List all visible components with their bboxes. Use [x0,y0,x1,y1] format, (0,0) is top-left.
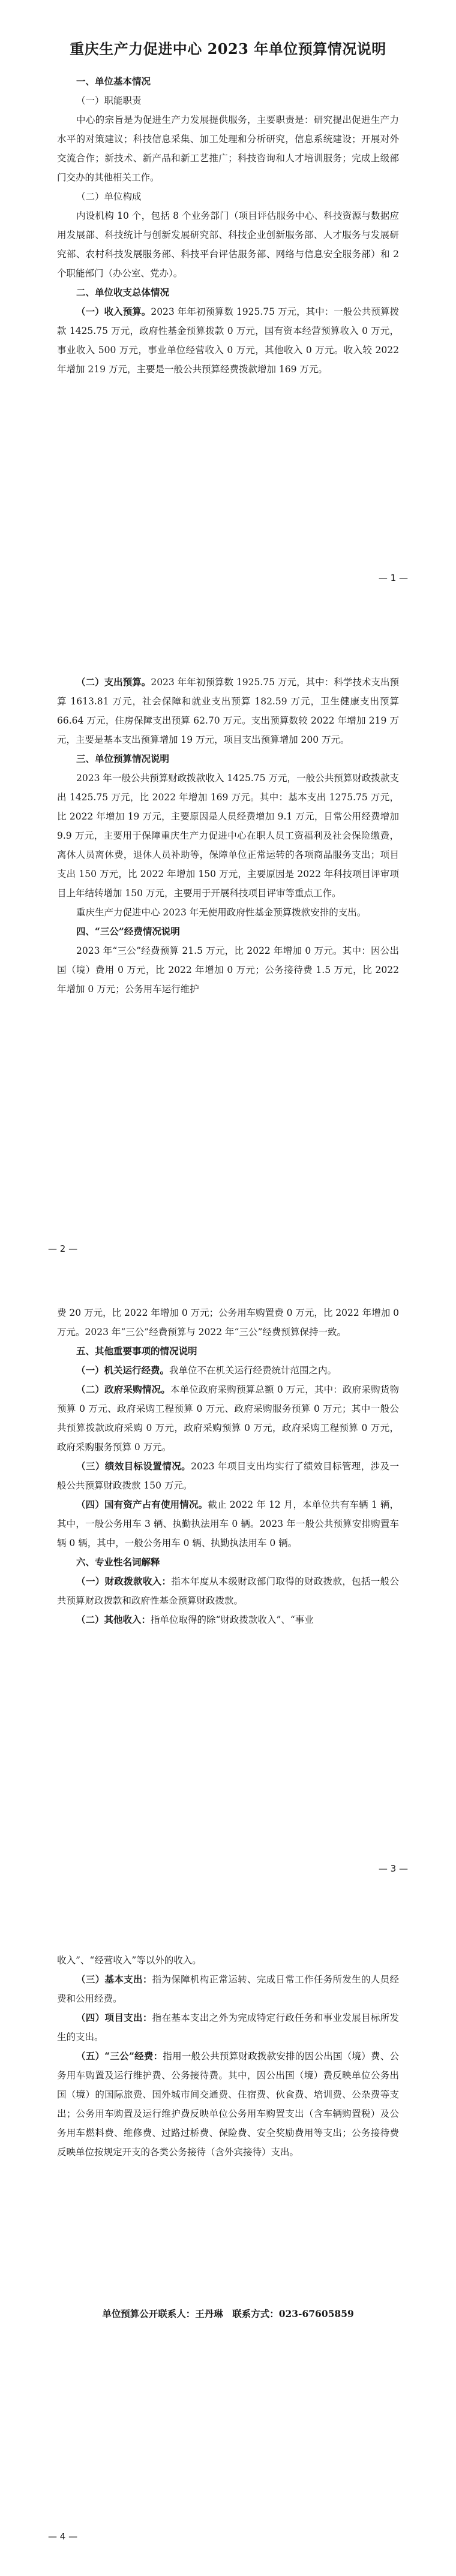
paragraph-lead: （三）绩效目标设置情况。 [76,1460,191,1472]
paragraph-lead: （一）收入预算。 [76,306,151,317]
document-page-2 [0,644,456,1288]
paragraph-lead: （四）国有资产占有使用情况。 [76,1499,208,1510]
section-heading-basic-info: 一、单位基本情况 [76,76,151,87]
paragraph-body: 指在基本支出之外为完成特定行政任务和事业发展目标所发生的支出。 [57,2012,399,2042]
paragraph-body: 指为保障机构正常运转、完成日常工作任务所发生的人员经费和公用经费。 [57,1974,399,2004]
document-page-3 [0,1288,456,1932]
paragraph-body: 2023 年年初预算数 1925.75 万元，其中：一般公共预算拨款 1425.75 万元，政府性基金预算拨款 0 万元，国有资本经营预算收入 0 万元，事业收入 500 万元，事业单位经营收入 0 万元，其他收入 0 万元。收入较 2022 年增加 219 万元，主要是一般公共预算经费拨款增加 169 万元。 [57,306,399,375]
paragraph-assets [57,1495,399,1553]
page-number: — 4 — [48,2531,78,2542]
section-heading-glossary: 六、专业性名词解释 [76,1556,160,1568]
paragraph-fund-budget: 重庆生产力促进中心 2023 年无使用政府性基金预算拨款安排的支出。 [76,907,367,918]
document-page-4 [0,1932,456,2575]
paragraph-lead: （二）其他收入： [76,1614,151,1625]
section-heading-budget-explanation: 三、单位预算情况说明 [76,753,170,764]
paragraph-lead: （二）政府采购情况。 [76,1384,170,1395]
paragraph-glossary-basic [57,1970,399,2008]
paragraph-lead: （五）“三公”经费： [76,2050,163,2062]
document-title: 重庆生产力促进中心 2023 年单位预算情况说明 [70,40,386,58]
paragraph-lead: （一）财政拨款收入： [76,1575,172,1587]
paragraph-lead: （二）支出预算。 [76,676,151,688]
paragraph-glossary-fiscal [57,1572,399,1610]
paragraph-glossary-other-income [57,1610,399,1629]
paragraph-three-public-cont: 费 20 万元，比 2022 年增加 0 万元；公务用车购置费 0 万元，比 2022 年增加 0 万元。2023 年“三公”经费预算与 2022 年“三公”经费预算保持一致。 [57,1307,399,1337]
paragraph-structure: 内设机构 10 个，包括 8 个业务部门（项目评估服务中心、科技资源与数据应用发展部、科技统计与创新发展研究部、科技企业创新服务部、人才服务与发展研究部、农村科技发展服务部、科技平台评估服务部、网络与信息安全服务部）和 2 个职能部门（办公室、党办）。 [57,210,399,279]
subheading-duties: （一）职能职责 [76,95,142,106]
paragraph-glossary-three-public [57,2047,399,2162]
document-page-1 [0,0,456,644]
page-1-content [57,72,399,379]
paragraph-other-income-cont: 收入”、“经营收入”等以外的收入。 [57,1955,202,1966]
page-number: — 2 — [48,1243,78,1254]
subheading-structure: （二）单位构成 [76,191,142,202]
page-3-content [57,1303,399,1629]
page-4-content [57,1951,399,2162]
paragraph-body: 指单位取得的除“财政拨款收入”、“事业 [151,1614,314,1625]
paragraph-body: 指本年度从本级财政部门取得的财政拨款，包括一般公共预算财政拨款和政府性基金预算财政拨款。 [57,1576,399,1606]
paragraph-income-budget [57,302,399,379]
paragraph-body: 指用一般公共预算财政拨款安排的因公出国（境）费、公务用车购置及运行维护费、公务接待费。其中，因公出国（境）费反映单位公务出国（境）的国际旅费、国外城市间交通费、住宿费、伙食费、培训费、公杂费等支出；公务用车购置及运行维护费反映单位公务用车购置支出（含车辆购置税）及公务用车燃料费、维修费、过路过桥费、保险费、安全奖励费用等支出；公务接待费反映单位按规定开支的各类公务接待（含外宾接待）支出。 [57,2051,399,2158]
paragraph-lead: （三）基本支出： [76,1974,152,1985]
contact-info: 单位预算公开联系人：王丹琳 联系方式：023-67605859 [102,2308,354,2319]
page-2-content [57,673,399,999]
paragraph-lead: （一）机关运行经费。 [76,1364,170,1376]
paragraph-body: 2023 年项目支出均实行了绩效目标管理，涉及一般公共预算财政拨款 150 万元。 [57,1461,399,1491]
section-heading-revenue-expense: 二、单位收支总体情况 [76,287,170,298]
page-number: — 1 — [378,573,408,583]
section-heading-three-public: 四、“三公”经费情况说明 [76,926,180,937]
paragraph-lead: （四）项目支出： [76,2012,152,2023]
paragraph-operating-funds [57,1361,399,1380]
paragraph-three-public: 2023 年“三公”经费预算 21.5 万元，比 2022 年增加 0 万元。其中：因公出国（境）费用 0 万元，比 2022 年增加 0 万元；公务接待费 1.5 万元，比 2022 年增加 0 万元；公务用车运行维护 [57,945,399,995]
page-number: — 3 — [378,1863,408,1874]
paragraph-procurement [57,1380,399,1457]
paragraph-glossary-project [57,2008,399,2047]
paragraph-body: 截止 2022 年 12 月，本单位共有车辆 1 辆，其中，一般公务用车 3 辆、执勤执法用车 0 辆。2023 年一般公共预算安排购置车辆 0 辆，其中，一般公务用车 0 辆、执勤执法用车 0 辆。 [57,1499,399,1548]
paragraph-general-budget: 2023 年一般公共预算财政拨款收入 1425.75 万元，一般公共预算财政拨款支出 1425.75 万元，比 2022 年增加 169 万元。其中：基本支出 1275.75 万元，比 2022 年增加 19 万元，主要原因是人员经费增加 9.1 万元，日常公用经费增加 9.9 万元，主要用于保障重庆生产力促进中心在职人员工资福利及社会保险缴费，离休人员离休费，退休人员补助等，保障单位正常运转的各项商品服务支出；项目支出 150 万元，比 2022 年增加 150 万元，主要原因是 2022 年科技项目评审项目上年结转增加 150 万元，主要用于开展科技项目评审等重点工作。 [57,773,399,899]
paragraph-body: 2023 年年初预算数 1925.75 万元，其中：科学技术支出预算 1613.81 万元，社会保障和就业支出预算 182.59 万元，卫生健康支出预算 66.64 万元，住房保障支出预算 62.70 万元。支出预算数较 2022 年增加 219 万元，主要是基本支出预算增加 19 万元，项目支出预算增加 200 万元。 [57,677,399,745]
paragraph-body: 我单位不在机关运行经费统计范围之内。 [169,1365,337,1376]
paragraph-expense-budget [57,673,399,749]
section-heading-other-matters: 五、其他重要事项的情况说明 [76,1345,197,1357]
paragraph-performance [57,1457,399,1495]
paragraph-body: 本单位政府采购预算总额 0 万元，其中：政府采购货物预算 0 万元、政府采购工程预算 0 万元、政府采购服务预算 0 万元；其中一般公共预算拨款政府采购 0 万元，政府采购预算 0 万元，政府采购工程预算 0 万元，政府采购服务预算 0 万元。 [57,1384,399,1453]
paragraph-duties: 中心的宗旨是为促进生产力发展提供服务，主要职责是：研究提出促进生产力水平的对策建议；科技信息采集、加工处理和分析研究，信息系统建设；开展对外交流合作；新技术、新产品和新工艺推广；科技咨询和人才培训服务；完成上级部门交办的其他相关工作。 [57,115,399,183]
